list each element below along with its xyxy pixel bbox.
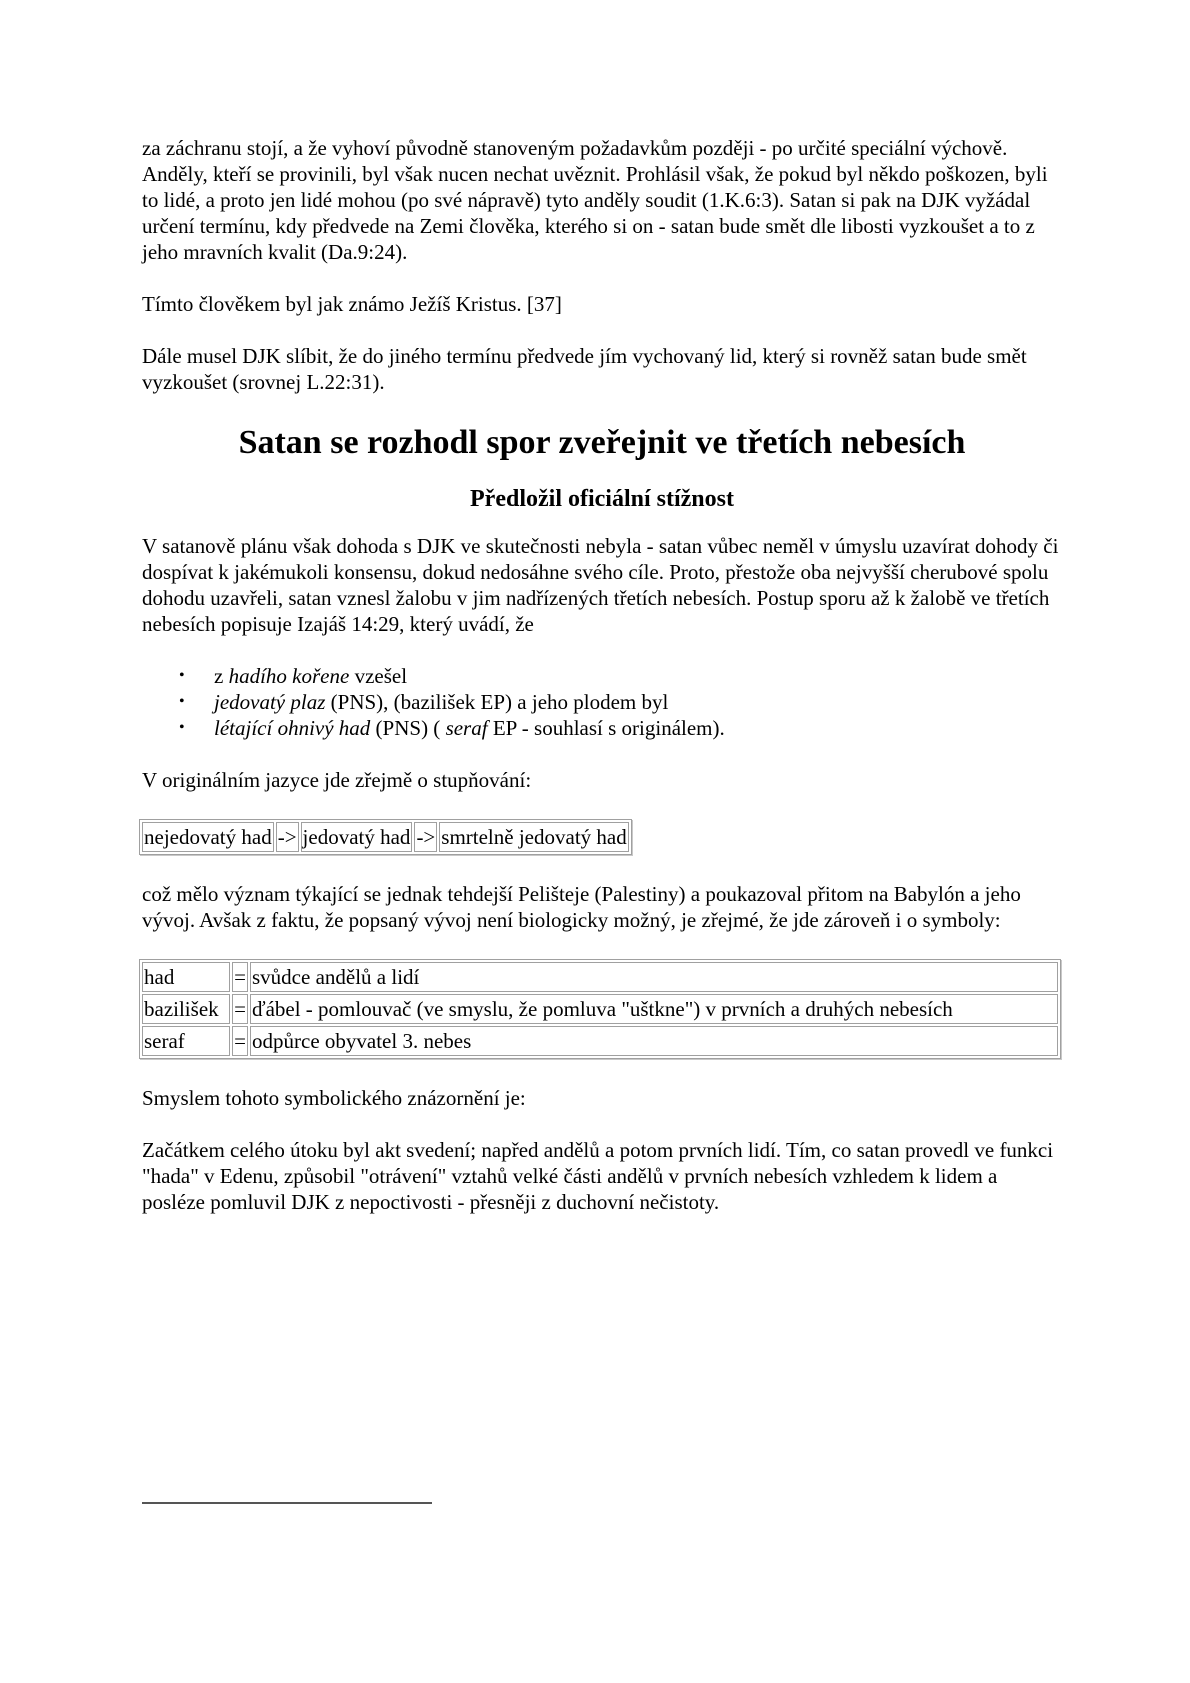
paragraph: Tímto člověkem byl jak známo Ježíš Kristus. [37] — [142, 292, 562, 316]
paragraph: Začátkem celého útoku byl akt svedení; napřed andělů a potom prvních lidí. Tím, co satan provedl ve funkci "hada" v Edenu, způsobil "otrávení" vztahů velké části andělů v prvních nebesích vzhledem k lidem a posléze pomluvil DJK z nepoctivosti - přesněji z duchovní nečistoty. — [142, 1138, 1054, 1214]
table-row — [142, 1026, 1058, 1056]
section-heading: Satan se rozhodl spor zveřejnit ve třetích nebesích — [238, 424, 966, 461]
term-cell: had — [142, 962, 230, 992]
list-item: • z hadího kořene vzešel — [179, 664, 408, 688]
equals-cell: = — [232, 994, 248, 1024]
arrow-cell: -> — [276, 822, 299, 852]
bullet-icon: • — [179, 693, 185, 710]
paragraph: V originálním jazyce jde zřejmě o stupňování: — [142, 768, 532, 792]
meaning-cell: ďábel - pomlouvač (ve smyslu, že pomluva "uštkne") v prvních a druhých nebesích — [250, 994, 1058, 1024]
list-item: • létající ohnivý had (PNS) ( seraf EP - souhlasí s originálem). — [179, 716, 725, 740]
arrow-cell: -> — [414, 822, 437, 852]
equals-cell: = — [232, 962, 248, 992]
gradation-table — [139, 819, 632, 855]
meaning-cell: odpůrce obyvatel 3. nebes — [250, 1026, 1058, 1056]
bullet-icon: • — [179, 719, 185, 736]
paragraph: za záchranu stojí, a že vyhoví původně stanoveným požadavkům později - po určité speciální výchově. Anděly, kteří se provinili, byl však nucen nechat uvěznit. Prohlásil však, že pokud byl někdo poškozen, byli to lidé, a proto jen lidé mohou (po své nápravě) tyto anděly soudit (1.K.6:3). Satan si pak na DJK vyžádal určení termínu, kdy předvede na Zemi člověka, kterého si on - satan bude smět dle libosti vyzkoušet a to z jeho mravních kvalit (Da.9:24). — [142, 136, 1048, 264]
section-subheading: Předložil oficiální stížnost — [470, 486, 734, 512]
footnote-divider — [142, 1502, 432, 1504]
paragraph: což mělo význam týkající se jednak tehdejší Pelišteje (Palestiny) a poukazoval přitom na Babylón a jeho vývoj. Avšak z faktu, že popsaný vývoj není biologicky možný, je zřejmé, že jde zároveň i o symboly: — [142, 882, 1021, 932]
paragraph: Smyslem tohoto symbolického znázornění je: — [142, 1086, 526, 1110]
symbols-table — [139, 959, 1061, 1059]
bullet-icon: • — [179, 667, 185, 684]
table-cell: nejedovatý had — [142, 822, 274, 852]
table-row — [142, 962, 1058, 992]
paragraph: Dále musel DJK slíbit, že do jiného termínu předvede jím vychovaný lid, který si rovněž satan bude smět vyzkoušet (srovnej L.22:31). — [142, 344, 1027, 394]
list-item: • jedovatý plaz (PNS), (bazilišek EP) a jeho plodem byl — [179, 690, 669, 714]
term-cell: bazilišek — [142, 994, 230, 1024]
table-cell: smrtelně jedovatý had — [439, 822, 628, 852]
meaning-cell: svůdce andělů a lidí — [250, 962, 1058, 992]
bullet-list — [142, 663, 1062, 741]
paragraph: V satanově plánu však dohoda s DJK ve skutečnosti nebyla - satan vůbec neměl v úmyslu uzavírat dohody či dospívat k jakémukoli konsensu, dokud nedosáhne svého cíle. Proto, přestože oba nejvyšší cherubové spolu dohodu uzavřeli, satan vznesl žalobu v jim nadřízených třetích nebesích. Postup sporu až k žalobě ve třetích nebesích popisuje Izajáš 14:29, který uvádí, že — [142, 534, 1059, 636]
document-page — [142, 135, 1062, 1241]
table-cell: jedovatý had — [301, 822, 413, 852]
table-row — [142, 994, 1058, 1024]
term-cell: seraf — [142, 1026, 230, 1056]
table-row — [142, 822, 629, 852]
equals-cell: = — [232, 1026, 248, 1056]
